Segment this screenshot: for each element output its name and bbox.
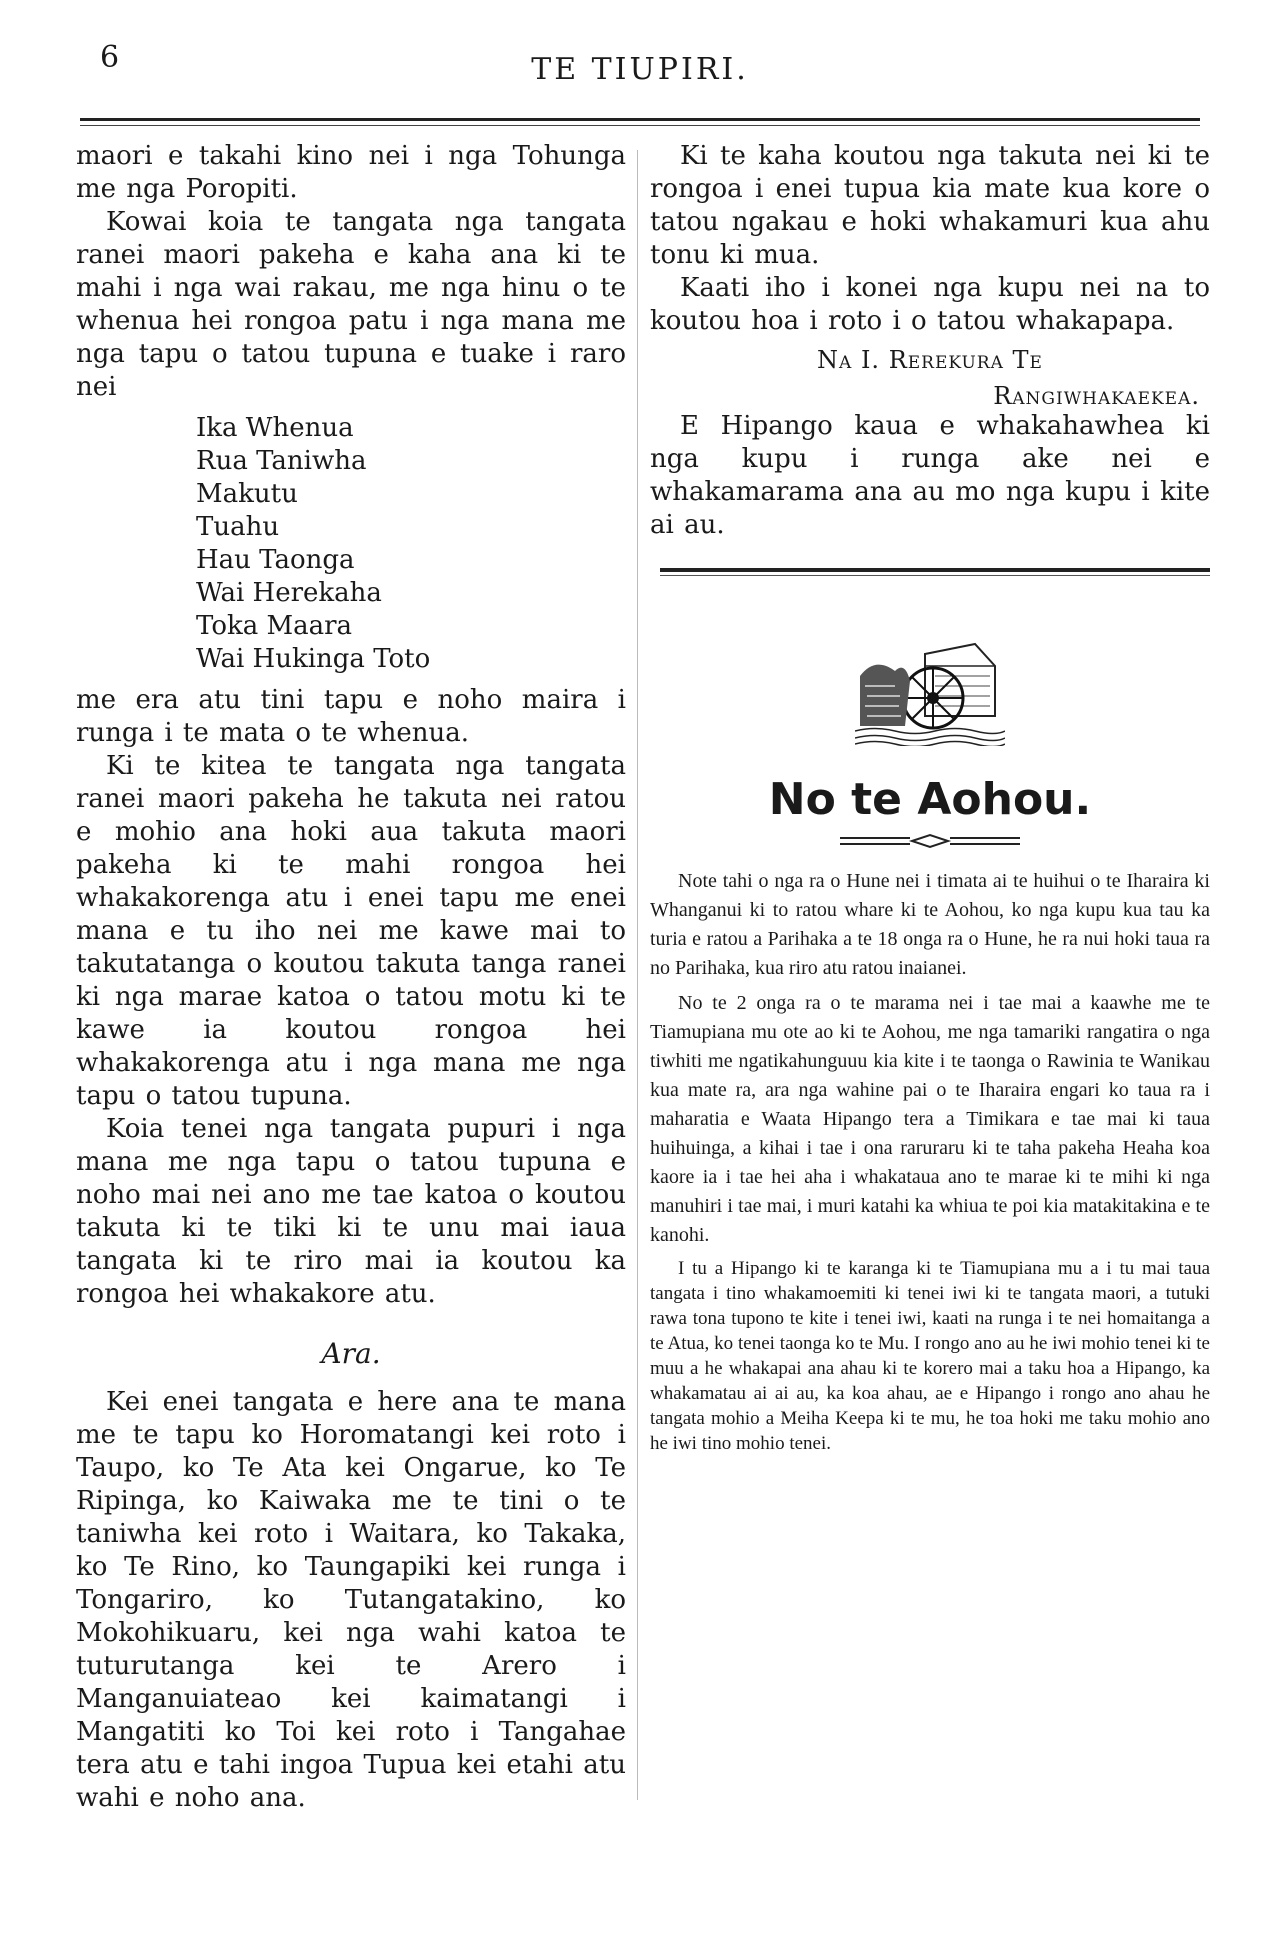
right-para-hipango: E Hipango kaua e whakahawhea ki nga kupu i runga ake nei e whakamarama ana au mo nga kupu i kite ai au. [650, 411, 1210, 540]
news-para-1: Note tahi o nga ra o Hune nei i timata ai te huihui o te Iharaira ki Whanganui ki to ratou whare ki te Aohou, ko nga kupu kua tau ka turia e ratou a Parihaka a te 18 onga ra o Hune, he ra nui hoki taua ra no Parihaka, kua riro atu ratou inaianei. [650, 870, 1210, 979]
section-rule [660, 568, 1210, 572]
right-para-ki-te-kaha: Ki te kaha koutou nga takuta nei ki te rongoa i enei tupua kia mate kua kore o tatou ngakau e hoki whakamuri kua ahu tonu ki mua. [650, 141, 1210, 270]
left-para-ki: Ki te kitea te tangata nga tangata ranei maori pakeha he takuta nei ratou e mohio ana hoki aua takuta maori pakeha ki te mahi rongoa hei whakakorenga atu i enei tapu me enei mana e tu iho nei me kawe mai to takutatanga o koutou takuta tanga ranei ki nga marae katoa o tatou motu ki te kawe ia koutou rongoa hei whakakorenga atu i nga mana me nga tapu o tatou tupuna. [76, 751, 626, 1111]
news-para-2: No te 2 onga ra o te marama nei i tae mai a kaawhe me te Tiamupiana mu ote ao ki te Aohou, me nga tamariki rangatira o nga tiwhiti me ngatikahunguuu kia kite i te taonga o Rawinia te Wanikau kua mate ra, ara nga wahine pai o te Iharaira engari ko taua ra i maharatia e Waata Hipango tera a Timikara e tae mai ki taua huihuinga, a kihai i tae i ona raruraru ki te taha pakeha Heaha koa kaore ia i tae hei aha i whakatauа ano te marae ki te mihi ki nga manuhiri i tae mai, i muri katahi ka whiua te poi kia matakitakina e te kanohi. [650, 992, 1210, 1246]
masthead-title: TE TIUPIRI. [531, 52, 749, 87]
news-para-3: I tu a Hipango ki te karanga ki te Tiamupiana mu a i tu mai taua tangata i tino whakamoemiti ki tenei iwi ki te tangata maori, a tutuki rawa tona tupono te kite i tenei iwi, kaati na runga i te nei homaitanga a te Atua, ko tenei taonga ko te Mu. I rongo ano au he iwi mohio tenei ki te muu a he whakapai ana ahau ki te korero mai a taku hoa a Hipango, ka whakamatau ai ai au, ka koa ahau, ae e Hipango i rongo ano ahau he tangata mohio a Meiha Keepa ki te mu, he toa hoki me taku mohio ano he iwi tino mohio tenei. [650, 1258, 1210, 1454]
left-para-kei: Kei enei tangata e here ana te mana me te tapu ko Horomatangi kei roto i Taupo, ko Te Ata kei Ongarue, ko Te Ripinga, ko Kaiwaka me te tini o te taniwha kei roto i Waitara, ko Takaka, ko Te Rino, ko Taungapiki kei runga i Tongariro, ko Tutangatakino, ko Mokohikuaru, kei nga wahi katoa te tuturutanga kei te Arero i Manganuiateao kei kaimatangi i Mangatiti ko Toi kei roto i Tangahae tera atu e tahi ingoa Tupua kei etahi atu wahi e noho ana. [76, 1387, 626, 1813]
list-item: Wai Hukinga Toto [196, 644, 431, 674]
page-number: 6 [100, 40, 120, 75]
list-item: Hau Taonga [196, 545, 355, 575]
right-column [650, 140, 1210, 1462]
list-item: Ika Whenua [196, 413, 354, 443]
left-column [76, 140, 626, 1815]
header-rule [80, 118, 1200, 121]
tapu-list [196, 412, 626, 676]
list-item: Wai Herekaha [196, 578, 382, 608]
list-item: Tuahu [196, 512, 280, 542]
ara-heading: Ara. [321, 1337, 381, 1370]
left-para-me: me era atu tini tapu e noho maira i runga i te mata o te whenua. [76, 685, 626, 748]
left-para-intro: maori e takahi kino nei i nga Tohunga me nga Poropiti. [76, 141, 626, 204]
right-para-kaati: Kaati iho i konei nga kupu nei na to koutou hoa i roto i o tatou whakapapa. [650, 273, 1210, 336]
left-para-koia: Koia tenei nga tangata pupuri i nga mana me nga tapu o tatou tupuna e noho mai nei ano me tae katoa o koutou takuta ki te tiki ki te unu mai iaua tangata ki te riro mai ia koutou ka rongoa hei whakakore atu. [76, 1114, 626, 1309]
flourish-ornament [830, 833, 1030, 849]
signature-line-1: Na I. Rerekura Te [817, 346, 1043, 374]
list-item: Rua Taniwha [196, 446, 367, 476]
signature-line-2: Rangiwhakaekea. [993, 382, 1200, 410]
list-item: Toka Maara [196, 611, 353, 641]
news-title: No te Aohou. [768, 774, 1092, 825]
water-wheel-icon [855, 636, 1005, 746]
column-divider [637, 150, 638, 1800]
section-rule-thin [660, 575, 1210, 576]
left-para-kowai: Kowai koia te tangata nga tangata ranei maori pakeha e kaha ana ki te mahi i nga wai rakau, me nga hinu o te whenua hei rongoa patu i nga mana me nga tapu o tatou tupuna e tuake i raro nei [76, 207, 626, 402]
list-item: Makutu [196, 479, 298, 509]
header-rule-thin [80, 125, 1200, 126]
